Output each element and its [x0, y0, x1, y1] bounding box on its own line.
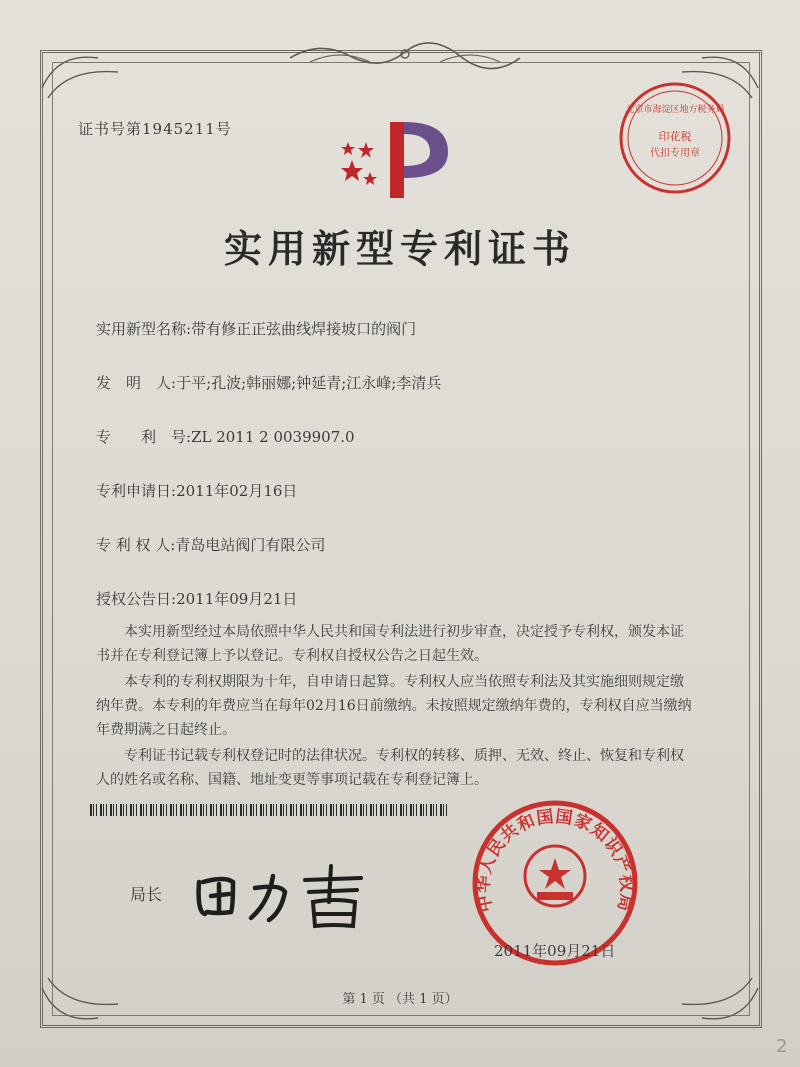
barcode-bar [430, 804, 432, 816]
barcode-bar [326, 804, 327, 816]
barcode-bar [113, 804, 114, 816]
barcode-bar [306, 804, 307, 816]
barcode-bar [320, 804, 322, 816]
barcode-bar [263, 804, 264, 816]
field-grant-date [96, 588, 297, 609]
barcode-bar [296, 804, 297, 816]
barcode-bar [363, 804, 364, 816]
barcode-bar [243, 804, 244, 816]
barcode-bar [313, 804, 314, 816]
barcode-bar [316, 804, 317, 816]
svg-text:印花税: 印花税 [658, 130, 692, 143]
barcode-bar [426, 804, 427, 816]
field-patentee [96, 534, 325, 555]
barcode-bar [376, 804, 377, 816]
barcode-bar [443, 804, 444, 816]
barcode-bar [440, 804, 442, 816]
svg-text:代扣专用章: 代扣专用章 [650, 148, 700, 159]
barcode-bar [120, 804, 122, 816]
barcode-bar [210, 804, 212, 816]
barcode-bar [346, 804, 347, 816]
field-label: 专 利 号: [96, 428, 192, 446]
body-paragraph: 专利证书记载专利权登记时的法律状况。专利权的转移、质押、无效、终止、恢复和专利权人的姓名或名称、国籍、地址变更等事项记载在专利登记簿上。 [96, 748, 684, 788]
barcode-bar [290, 804, 292, 816]
field-label: 授权公告日: [96, 590, 177, 608]
svg-text:北京市海淀区地方税务局: 北京市海淀区地方税务局 [625, 105, 725, 115]
barcode-bar [103, 804, 104, 816]
barcode-bar [176, 804, 177, 816]
field-value: 2011年09月21日 [176, 590, 298, 608]
field-value: 于平;孔波;韩丽娜;钟延青;江永峰;李清兵 [176, 374, 442, 392]
certificate-number: 证书号第1945211号 [78, 120, 232, 138]
barcode-bar [136, 804, 137, 816]
director-label: 局长 [130, 885, 163, 904]
barcode-bar [396, 804, 397, 816]
field-label: 实用新型名称: [96, 320, 192, 338]
barcode-bar [146, 804, 147, 816]
field-utility-model-name [96, 318, 416, 339]
barcode-bar [100, 804, 102, 816]
barcode-bar [310, 804, 312, 816]
barcode-bar [393, 804, 394, 816]
seal-date: 2011年09月21日 [494, 942, 616, 960]
barcode-bar [226, 804, 227, 816]
barcode-bar [400, 804, 402, 816]
barcode-bar [330, 804, 332, 816]
field-application-date [96, 480, 297, 501]
field-patent-number [96, 426, 355, 447]
barcode-bar [153, 804, 154, 816]
barcode-bar [233, 804, 234, 816]
barcode-bar [416, 804, 417, 816]
body-paragraph: 本专利的专利权期限为十年，自申请日起算。专利权人应当依照专利法及其实施细则规定缴纳年费。本专利的年费应当在每年02月16日前缴纳。未按照规定缴纳年费的，专利权自应当缴纳年费期满之日起终止。 [96, 674, 692, 738]
director-signature [185, 852, 385, 932]
barcode-bar [246, 804, 247, 816]
barcode-bar [126, 804, 127, 816]
page-number: 第 1 页 （共 1 页） [342, 992, 458, 1007]
page-title: 实用新型专利证书 [223, 226, 576, 271]
barcode-bar [273, 804, 274, 816]
barcode-bar [360, 804, 362, 816]
barcode-bar [436, 804, 437, 816]
corner-mark: 2 [776, 1036, 788, 1057]
barcode-bar [186, 804, 187, 816]
barcode-bar [156, 804, 157, 816]
barcode-bar [170, 804, 172, 816]
barcode-bar [143, 804, 144, 816]
barcode-bar [336, 804, 337, 816]
field-label: 专 利 权 人: [96, 536, 176, 554]
barcode-bar [303, 804, 304, 816]
barcode-bar [140, 804, 142, 816]
barcode-bar [150, 804, 152, 816]
barcode-bar [276, 804, 277, 816]
barcode-bar [340, 804, 342, 816]
barcode-icon [90, 804, 450, 816]
barcode-bar [116, 804, 117, 816]
barcode-bar [223, 804, 224, 816]
barcode-bar [163, 804, 164, 816]
barcode-bar [293, 804, 294, 816]
tax-seal-icon [615, 78, 735, 198]
top-ornament-icon [280, 38, 530, 74]
barcode-bar [216, 804, 217, 816]
field-value: ZL 2011 2 0039907.0 [191, 428, 355, 446]
barcode-bar [236, 804, 237, 816]
barcode-bar [420, 804, 422, 816]
barcode-bar [110, 804, 112, 816]
field-value: 带有修正正弦曲线焊接坡口的阀门 [191, 320, 417, 338]
barcode-bar [200, 804, 202, 816]
barcode-bar [300, 804, 302, 816]
barcode-bar [446, 804, 447, 816]
barcode-bar [366, 804, 367, 816]
field-value: 2011年02月16日 [176, 482, 298, 500]
body-paragraph: 本实用新型经过本局依照中华人民共和国专利法进行初步审查，决定授予专利权，颁发本证书并在专利登记簿上予以登记。专利权自授权公告之日起生效。 [96, 624, 684, 664]
barcode-bar [413, 804, 414, 816]
barcode-bar [106, 804, 107, 816]
seal-text: 中华人民共和国国家知识产权局 [473, 806, 637, 914]
barcode-bar [193, 804, 194, 816]
barcode-bar [230, 804, 232, 816]
barcode-bar [183, 804, 184, 816]
barcode-bar [370, 804, 372, 816]
barcode-bar [373, 804, 374, 816]
barcode-bar [123, 804, 124, 816]
barcode-bar [220, 804, 222, 816]
barcode-bar [133, 804, 134, 816]
barcode-bar [343, 804, 344, 816]
barcode-bar [406, 804, 407, 816]
barcode-bar [173, 804, 174, 816]
barcode-bar [253, 804, 254, 816]
field-label: 专利申请日: [96, 482, 177, 500]
corner-ornament-icon [38, 48, 128, 108]
barcode-bar [240, 804, 242, 816]
barcode-bar [390, 804, 392, 816]
barcode-bar [286, 804, 287, 816]
barcode-bar [333, 804, 334, 816]
barcode-bar [410, 804, 412, 816]
barcode-bar [160, 804, 162, 816]
barcode-bar [213, 804, 214, 816]
barcode-bar [433, 804, 434, 816]
barcode-bar [386, 804, 387, 816]
barcode-bar [423, 804, 424, 816]
barcode-bar [203, 804, 204, 816]
barcode-bar [280, 804, 282, 816]
barcode-bar [93, 804, 94, 816]
field-inventor [96, 372, 441, 393]
barcode-bar [403, 804, 404, 816]
patent-office-logo-icon [330, 112, 460, 202]
barcode-bar [96, 804, 97, 816]
barcode-bar [166, 804, 167, 816]
barcode-bar [180, 804, 182, 816]
barcode-bar [270, 804, 272, 816]
barcode-bar [250, 804, 252, 816]
barcode-bar [130, 804, 132, 816]
barcode-bar [206, 804, 207, 816]
barcode-bar [353, 804, 354, 816]
barcode-bar [283, 804, 284, 816]
barcode-bar [323, 804, 324, 816]
barcode-bar [380, 804, 382, 816]
barcode-bar [356, 804, 357, 816]
barcode-bar [256, 804, 257, 816]
certificate-body [96, 620, 696, 794]
barcode-bar [190, 804, 192, 816]
field-label: 发 明 人: [96, 374, 177, 392]
barcode-bar [196, 804, 197, 816]
barcode-bar [90, 804, 92, 816]
barcode-bar [260, 804, 262, 816]
barcode-bar [350, 804, 352, 816]
field-value: 青岛电站阀门有限公司 [175, 536, 326, 554]
barcode-bar [383, 804, 384, 816]
barcode-bar [266, 804, 267, 816]
